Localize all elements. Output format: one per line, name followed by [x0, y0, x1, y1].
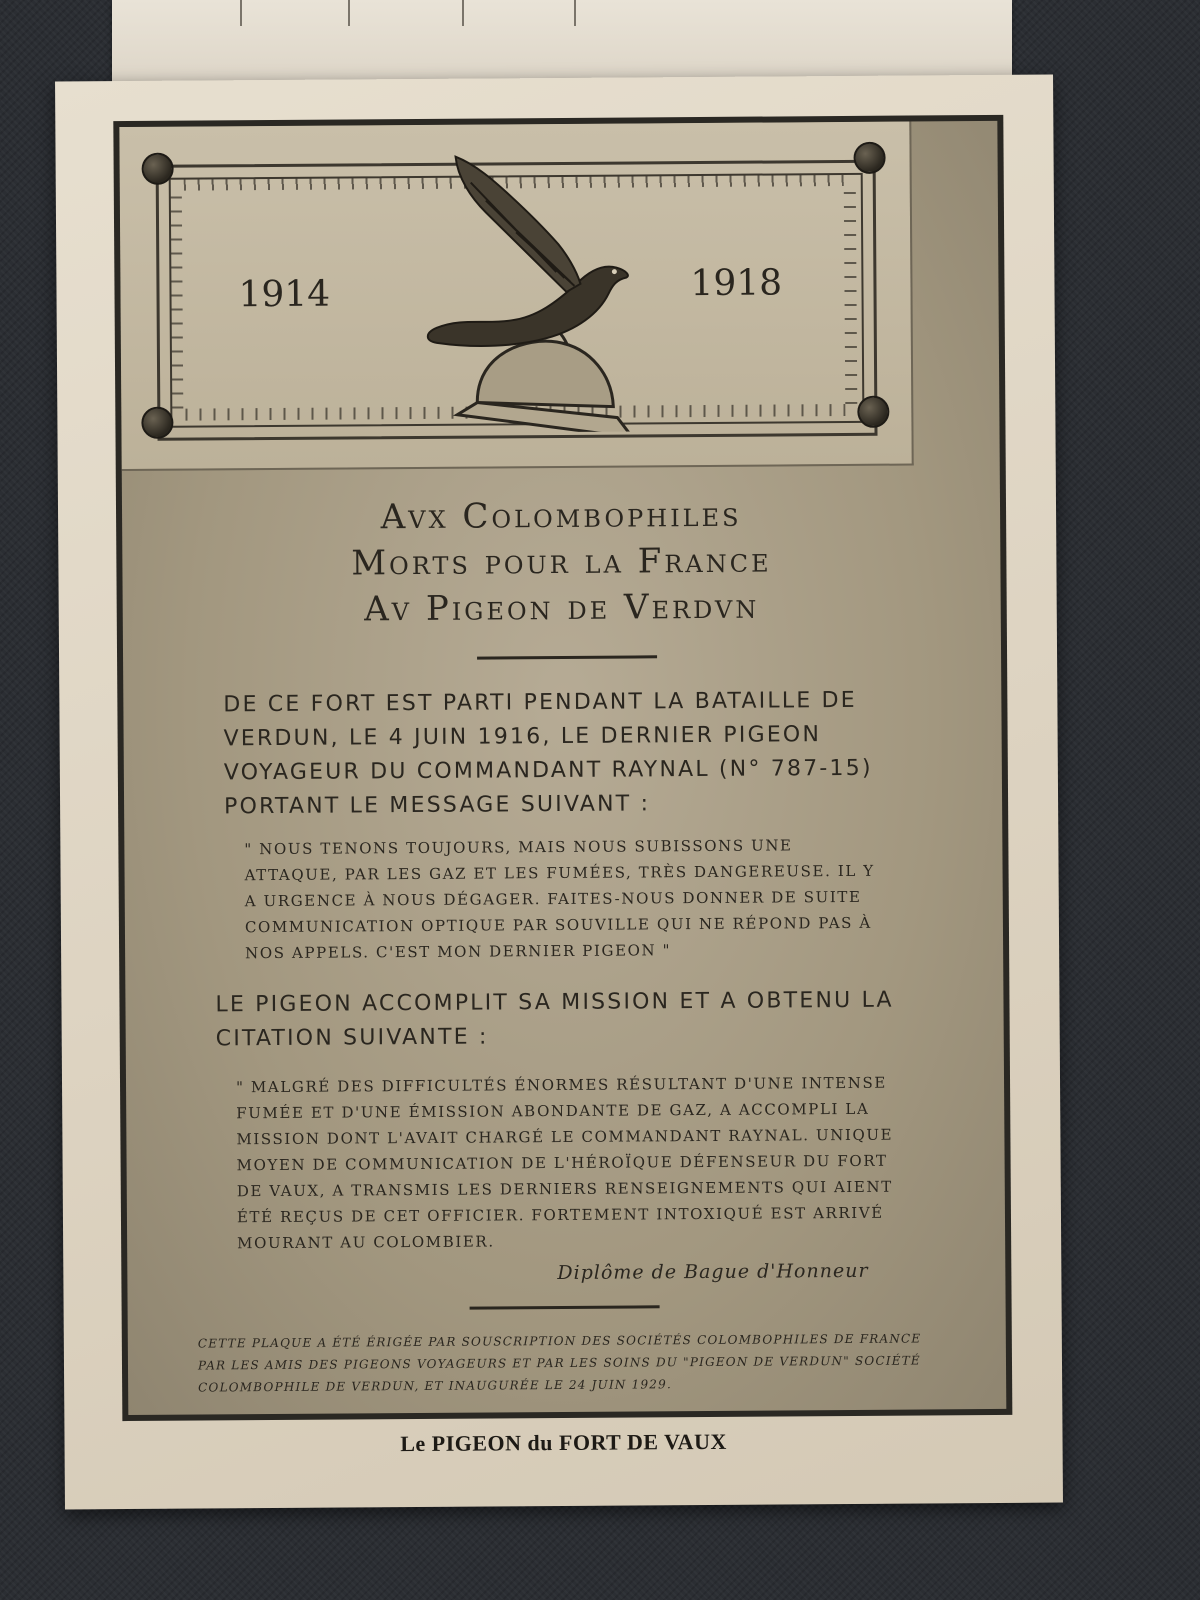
divider-rule [470, 1305, 660, 1309]
rivet-icon [141, 407, 173, 439]
dedication-footer: CETTE PLAQUE A ÉTÉ ÉRIGÉE PAR SOUSCRIPTION DES SOCIÉTÉS COLOMBOPHILES DE FRANCE PAR LES AMIS DES PIGEONS VOYAGEURS ET PAR LES SOINS DU "PIGEON DE VERDUN" SOCIÉTÉ COLOMBOPHILE DE VERDUN, ET INAUGURÉE LE 24 JUIN 1929. [197, 1331, 922, 1395]
plaque-surface [119, 121, 1006, 1415]
postcard [55, 75, 1063, 1510]
title-line-1: Avx Colombophiles [380, 494, 742, 538]
year-end: 1918 [690, 262, 783, 305]
rivet-icon [857, 396, 889, 428]
rivet-icon [142, 153, 174, 185]
plaque-photo [113, 115, 1012, 1421]
year-start: 1914 [238, 273, 331, 316]
title-line-3: Av Pigeon de Verdvn [364, 586, 760, 630]
card-tick [240, 0, 242, 26]
laurel-border-right [844, 188, 858, 404]
divider-rule [477, 655, 657, 659]
mission-paragraph: LE PIGEON ACCOMPLIT SA MISSION ET A OBTENU LA CITATION SUIVANTE : [215, 987, 894, 1052]
title-line-2: Morts pour la France [351, 540, 772, 584]
postcard-caption: Le PIGEON du FORT DE VAUX [400, 1428, 727, 1457]
bronze-frame-plaque [119, 122, 913, 472]
card-tick [574, 0, 576, 26]
rivet-icon [853, 142, 885, 174]
card-tick [348, 0, 350, 26]
laurel-border-left [170, 193, 184, 409]
card-tick [462, 0, 464, 26]
citation-signature: Diplôme de Bague d'Honneur [557, 1259, 869, 1285]
citation-quote: " MALGRÉ DES DIFFICULTÉS ÉNORMES RÉSULTANT D'UNE INTENSE FUMÉE ET D'UNE ÉMISSION ABONDANTE DE GAZ, A ACCOMPLI LA MISSION DONT L'AVAIT CHARGÉ LE COMMANDANT RAYNAL. UNIQUE MOYEN DE COMMUNICATION DE L'HÉROÏQUE DÉFENSEUR DU FORT DE VAUX, A TRANSMIS LES DERNIERS RENSEIGNEMENTS QUI AIENT ÉTÉ REÇUS DE CET OFFICIER. FORTEMENT INTOXIQUÉ EST ARRIVÉ MOURANT AU COLOMBIER. [235, 1073, 894, 1253]
pigeon-over-helmet-icon [416, 151, 638, 433]
intro-paragraph: DE CE FORT EST PARTI PENDANT LA BATAILLE DE VERDUN, LE 4 JUIN 1916, LE DERNIER PIGEON VOYAGEUR DU COMMANDANT RAYNAL (N° 787-15) PORTANT LE MESSAGE SUIVANT : [223, 687, 873, 820]
message-quote: " NOUS TENONS TOUJOURS, MAIS NOUS SUBISSONS UNE ATTAQUE, PAR LES GAZ ET LES FUMÉES, TRÈS DANGEREUSE. IL Y A URGENCE À NOUS DÉGAGER. FAITES-NOUS DONNER DE SUITE COMMUNICATION OPTIQUE PAR SOUVILLE QUI NE RÉPOND PAS À NOS APPELS. C'EST MON DERNIER PIGEON " [244, 836, 875, 963]
